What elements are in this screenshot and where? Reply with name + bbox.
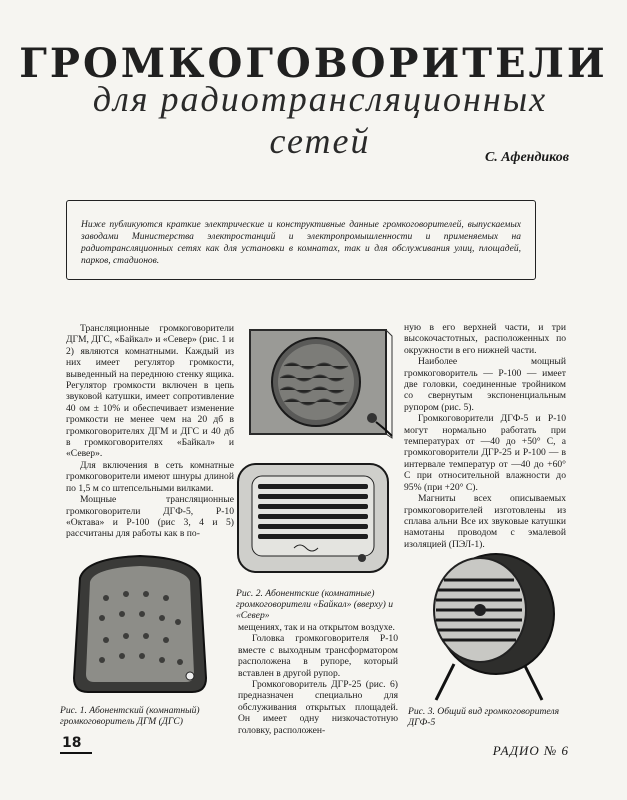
caption-fig1: Рис. 1. Абонентский (комнатный) громкоговоритель ДГМ (ДГС) [60, 705, 200, 727]
intro-box [66, 200, 536, 280]
caption-fig3: Рис. 3. Общий вид громкоговорителя ДГФ-5 [408, 706, 560, 728]
article-author: С. Афендиков [484, 150, 569, 165]
caption-fig2: Рис. 2. Абонентские (комнатные) громкоговорители «Байкал» (вверху) и «Север» [236, 588, 394, 621]
paragraph: Громкоговорители ДГФ-5 и Р-10 могут нормально работать при температурах от —40 до +50° С, а громкоговорители ДГР-25 и Р-100 — в интервале температур от —40 до +60° С при относительной влажности до 95% (при +20° С). [404, 413, 566, 493]
column-2 [238, 622, 398, 736]
figure-table-speaker [234, 458, 394, 578]
figure-dgf5-speaker [414, 544, 564, 704]
paragraph: Для включения в сеть комнатные громкоговорители имеют шнуры длиной по 1,5 м со штепсельными вилками. [66, 459, 234, 494]
paragraph: мещениях, так и на открытом воздухе. [238, 622, 395, 633]
figure-dgm-speaker [66, 548, 216, 698]
paragraph: Магниты всех описываемых громкоговорителей изготовлены из сплава альни Все их звуковые катушки намотаны проводом с эмалевой изоляцией (ПЭЛ-1). [404, 493, 566, 550]
paragraph: Головка громкоговорителя Р-10 вместе с выходным трансформатором расположена в рупоре, который вставлен в другой рупор. [238, 633, 398, 679]
intro-text: Ниже публикуются краткие электрические и конструктивные данные громкоговорителей, выпускаемых заводами Министерства электростанций и электропромышленности и применяемых на радиотрансляционных сетях как для установки в комнатах, так и для обслуживания улиц, площадей, парков, стадионов. [81, 220, 521, 266]
journal-name: РАДИО № 6 [492, 743, 569, 758]
paragraph: ную в его верхней части, и три высокочастотных, расположенных по окружности в его нижней части. [404, 322, 566, 356]
column-1 [66, 323, 234, 540]
article-title: ГРОМКОГОВОРИТЕЛИ [19, 40, 608, 87]
column-3 [404, 322, 566, 550]
paragraph: Наиболее мощный громкоговоритель — Р-100 — имеет две головки, соединенные тройником со свернутым экспоненциальным рупором (рис. 5). [404, 356, 566, 413]
paragraph: Громкоговоритель ДГР-25 (рис. 6) предназначен специально для обслуживания открытых площадей. Он имеет одну низкочастотную головку, расположен- [238, 679, 398, 736]
paragraph: Трансляционные громкоговорители ДГМ, ДГС, «Байкал» и «Север» (рис. 1 и 2) являются комнатными. Каждый из них имеет регулятор громкости, выведенный на переднюю стенку ящика. Регулятор громкости включен в цепь звуковой катушки, имеет сопротивление 40 ом ± 10% и обеспечивает изменение громкости не менее чем на 20 дб в громкоговорителях ДГМ и ДГС и 40 дб в громкоговорителях «Байкал» и «Север». [66, 323, 234, 460]
page-number-underline [60, 752, 92, 754]
paragraph: Мощные трансляционные громкоговорители ДГФ-5, Р-10 «Октава» и Р-100 (рис 3, 4 и 5) рассчитаны для работы как в по- [66, 494, 234, 540]
page-number: 18 [62, 735, 82, 751]
article-subtitle: для радиотрансляционных сетей [92, 79, 548, 161]
figure-wall-speaker [244, 326, 396, 442]
